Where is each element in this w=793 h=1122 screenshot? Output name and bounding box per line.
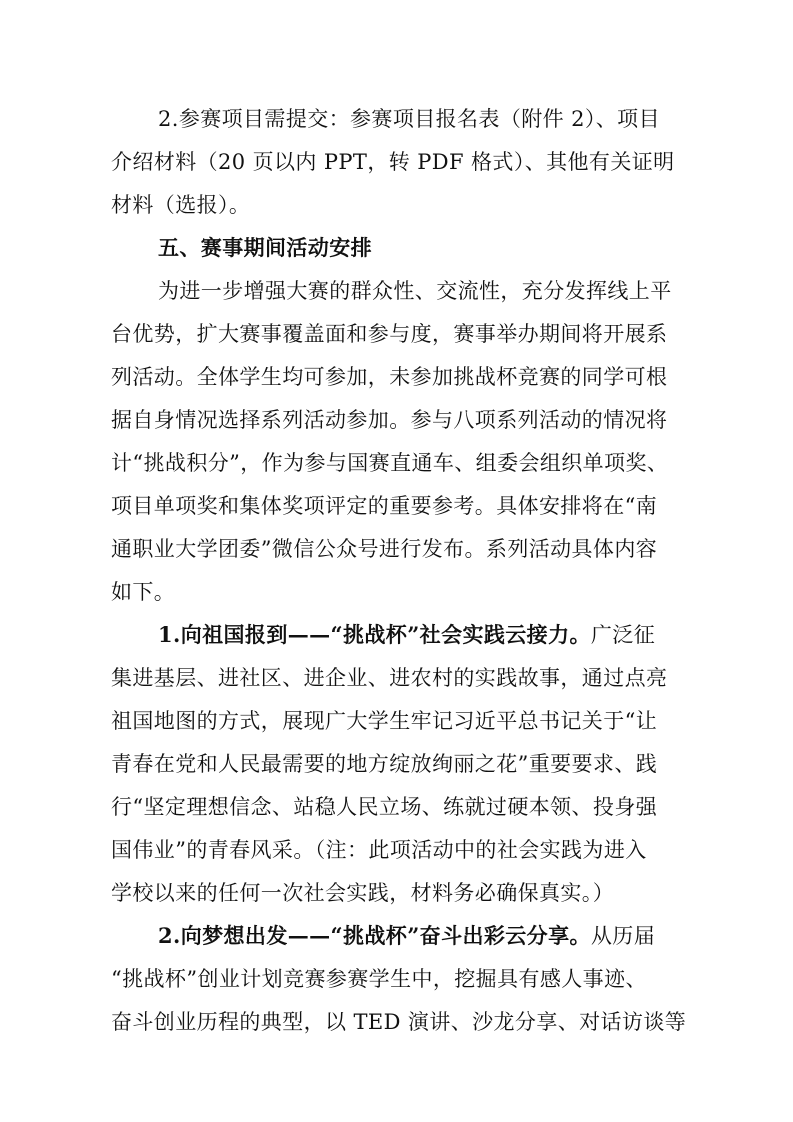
paragraph-line: 列活动。全体学生均可参加，未参加挑战杯竞赛的同学可根	[111, 365, 668, 389]
paragraph-line: 集进基层、进社区、进企业、进农村的实践故事，通过点亮	[111, 666, 668, 690]
paragraph-line: 学校以来的任何一次社会实践，材料务必确保真实。）	[111, 881, 615, 905]
paragraph-line	[158, 619, 687, 651]
paragraph-line: 祖国地图的方式，展现广大学生牢记习近平总书记关于“让	[111, 709, 658, 733]
paragraph-line: 行“坚定理想信念、站稳人民立场、练就过硬本领、投身强	[111, 795, 658, 819]
paragraph-line: 计“挑战积分”，作为参与国赛直通车、组委会组织单项奖、	[111, 451, 669, 475]
item-text: 广泛征	[590, 623, 656, 647]
paragraph-line: “挑战杯”创业计划竞赛参赛学生中，挖掘具有感人事迹、	[111, 967, 647, 991]
paragraph-line: 台优势，扩大赛事覆盖面和参与度，赛事举办期间将开展系	[111, 322, 668, 346]
paragraph-line: 青春在党和人民最需要的地方绽放绚丽之花”重要要求、践	[111, 752, 658, 776]
paragraph-line: 如下。	[111, 580, 176, 604]
item-text: 从历届	[590, 924, 656, 948]
section-heading: 五、赛事期间活动安排	[158, 236, 372, 260]
paragraph-line: 为进一步增强大赛的群众性、交流性，充分发挥线上平	[158, 279, 672, 303]
paragraph-line: 材料（选报）。	[111, 193, 251, 217]
paragraph-line: 通职业大学团委”微信公众号进行发布。系列活动具体内容	[111, 537, 658, 561]
item-title: 2.向梦想出发——“挑战杯”奋斗出彩云分享。	[158, 923, 591, 948]
paragraph-line: 介绍材料（20 页以内 PPT，转 PDF 格式）、其他有关证明	[111, 150, 675, 174]
paragraph-line: 项目单项奖和集体奖项评定的重要参考。具体安排将在“南	[111, 494, 658, 518]
paragraph-line: 奋斗创业历程的典型，以 TED 演讲、沙龙分享、对话访谈等	[111, 1010, 687, 1034]
paragraph-line: 2.参赛项目需提交：参赛项目报名表（附件 2）、项目	[158, 107, 660, 131]
paragraph-line: 据自身情况选择系列活动参加。参与八项系列活动的情况将	[111, 408, 668, 432]
item-title: 1.向祖国报到——“挑战杯”社会实践云接力。	[158, 622, 591, 647]
paragraph-line: 国伟业”的青春风采。（注：此项活动中的社会实践为进入	[111, 838, 647, 862]
paragraph-line	[158, 920, 687, 952]
